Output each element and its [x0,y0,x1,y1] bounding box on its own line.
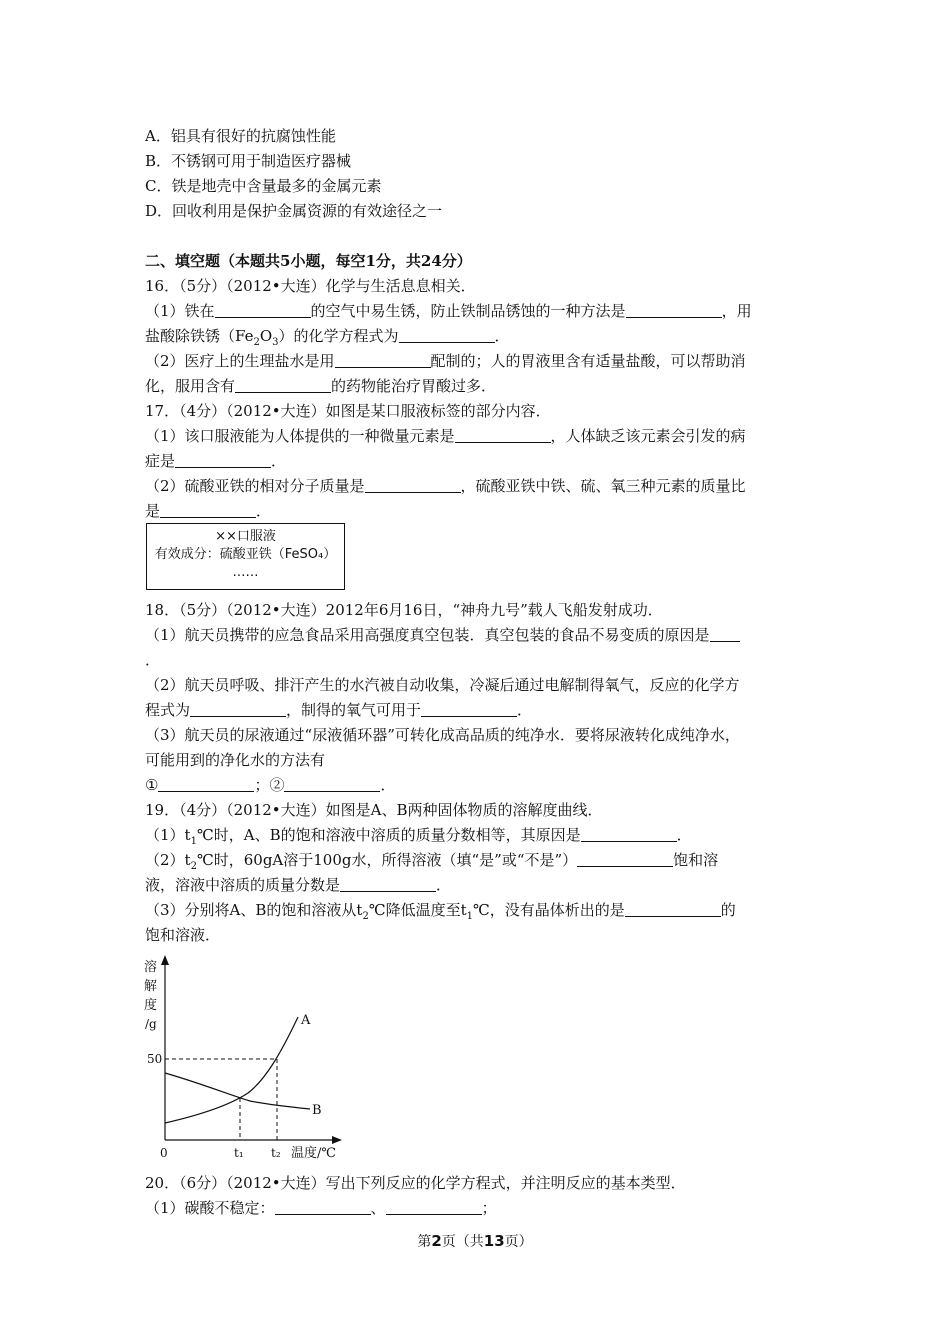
q16-line3: （2）医疗上的生理盐水是用 配制的；人的胃液里含有适量盐酸，可以帮助消 [145,352,746,370]
curve-a-label: A [301,1013,311,1028]
y-label-1: 溶 [144,960,158,975]
q19-line2: $(2)t_2℃$时，60gA溶于100g水，所得溶液（填“是”或“不是”） 饱和溶 [145,851,719,872]
q18-line1: （1）航天员携带的应急食品采用高强度真空包装．真空包装的食品不易变质的原因是 [145,625,740,645]
y-label-4: /g [145,1017,157,1031]
curve-a [165,1017,298,1123]
answer-blank[interactable] [340,877,436,892]
q16-line4: 化，服用含有 的药物能治疗胃酸过多． [145,377,497,395]
solubility-graph [140,955,360,1165]
answer-blank[interactable] [386,1200,482,1215]
curve-b-label: B [312,1103,322,1118]
q18-line6: 可能用到的净化水的方法有 [145,751,326,769]
answer-blank[interactable] [710,627,740,642]
q16-line1: （1）铁在 的空气中易生锈，防止铁制品锈蚀的一种方法是 ，用 [145,302,752,320]
q19-head: 19．（4分）（2012•大连）如图是A、B两种固体物质的溶解度曲线． [145,801,603,819]
answer-blank[interactable] [625,902,721,917]
option-c: C．铁是地壳中含量最多的金属元素 [145,177,382,195]
option-a: A．铝具有很好的抗腐蚀性能 [145,127,336,145]
q18-head: 18．（5分）（2012•大连）2012年6月16日，“神舟九号”载人飞船发射成功． [145,601,663,619]
t2-label: t₂ [271,1146,281,1160]
y-axis-arrow [161,955,169,965]
x-axis-arrow [332,1136,342,1144]
origin-label: 0 [160,1146,168,1160]
page-number: 2 [431,1232,442,1250]
answer-blank[interactable] [158,777,254,792]
q18-line7: ① ；② ． [145,776,396,794]
q19-line1: $(1)t_1℃$时，A、B的饱和溶液中溶质的质量分数相等，其原因是 ． [145,826,692,847]
q16-head: 16．（5分）（2012•大连）化学与生活息息相关． [145,277,476,295]
answer-blank[interactable] [577,852,673,867]
label-title: ××口服液 [215,529,276,544]
answer-blank[interactable] [235,378,331,393]
q17-line3: （2）硫酸亚铁的相对分子质量是 ，硫酸亚铁中铁、硫、氧三种元素的质量比 [145,477,746,495]
label-ingredient: 有效成分：硫酸亚铁（FeSO₄） [154,547,337,562]
t1-label: t₁ [234,1146,244,1160]
q17-line1: （1）该口服液能为人体提供的一种微量元素是 ，人体缺乏该元素会引发的病 [145,427,746,445]
answer-blank[interactable] [175,453,271,468]
answer-blank[interactable] [284,777,380,792]
q20-line1: （1）碳酸不稳定： 、 ； [145,1199,497,1217]
section-title: 二、填空题（本题共5小题，每空1分，共24分） [145,252,472,270]
x-axis-label: 温度/℃ [291,1146,336,1161]
answer-blank[interactable] [581,827,677,842]
answer-blank[interactable] [421,702,517,717]
q17-line2: 症是 ． [145,452,287,470]
y-label-2: 解 [144,979,158,994]
medicine-label [146,523,345,590]
q17-line4: 是 ． [145,502,272,520]
option-b: B．不锈钢可用于制造医疗器械 [145,152,352,170]
answer-blank[interactable] [455,428,551,443]
y-label-3: 度 [144,998,158,1013]
q17-head: 17．（4分）（2012•大连）如图是某口服液标签的部分内容． [145,402,551,420]
q18-line3: （2）航天员呼吸、排汗产生的水汽被自动收集，冷凝后通过电解制得氧气，反应的化学方 [145,676,740,694]
q19-line5: 饱和溶液． [145,926,221,944]
answer-blank[interactable] [275,1200,371,1215]
answer-blank[interactable] [626,303,722,318]
answer-blank[interactable] [215,303,311,318]
q20-head: 20．（6分）（2012•大连）写出下列反应的化学方程式，并注明反应的基本类型． [145,1174,686,1192]
answer-blank[interactable] [160,503,256,518]
y-tick-50: 50 [147,1052,163,1066]
q19-line4: （3）分别将A、B的饱和溶液从$t_2℃$降低温度至$t_1℃$，没有晶体析出的是 的 [145,901,736,922]
answer-blank[interactable] [335,353,431,368]
page-footer: 第2页（共13页） [417,1232,533,1250]
q18-line5: （3）航天员的尿液通过“尿液循环器”可转化成高品质的纯净水．要将尿液转化成纯净水， [145,726,740,744]
q19-line3: 液，溶液中溶质的质量分数是 ． [145,876,452,894]
total-pages: 13 [483,1232,505,1250]
q18-line2: ． [145,651,161,669]
label-more: …… [232,565,259,580]
curve-b [165,1073,310,1109]
option-d: D．回收利用是保护金属资源的有效途径之一 [145,202,443,220]
q16-line2: 盐酸除铁锈$(Fe_2O_3)$的化学方程式为 ． [145,327,510,348]
q18-line4: 程式为 ，制得的氧气可用于 ． [145,701,533,719]
answer-blank[interactable] [365,478,461,493]
answer-blank[interactable] [190,702,286,717]
answer-blank[interactable] [399,328,495,343]
